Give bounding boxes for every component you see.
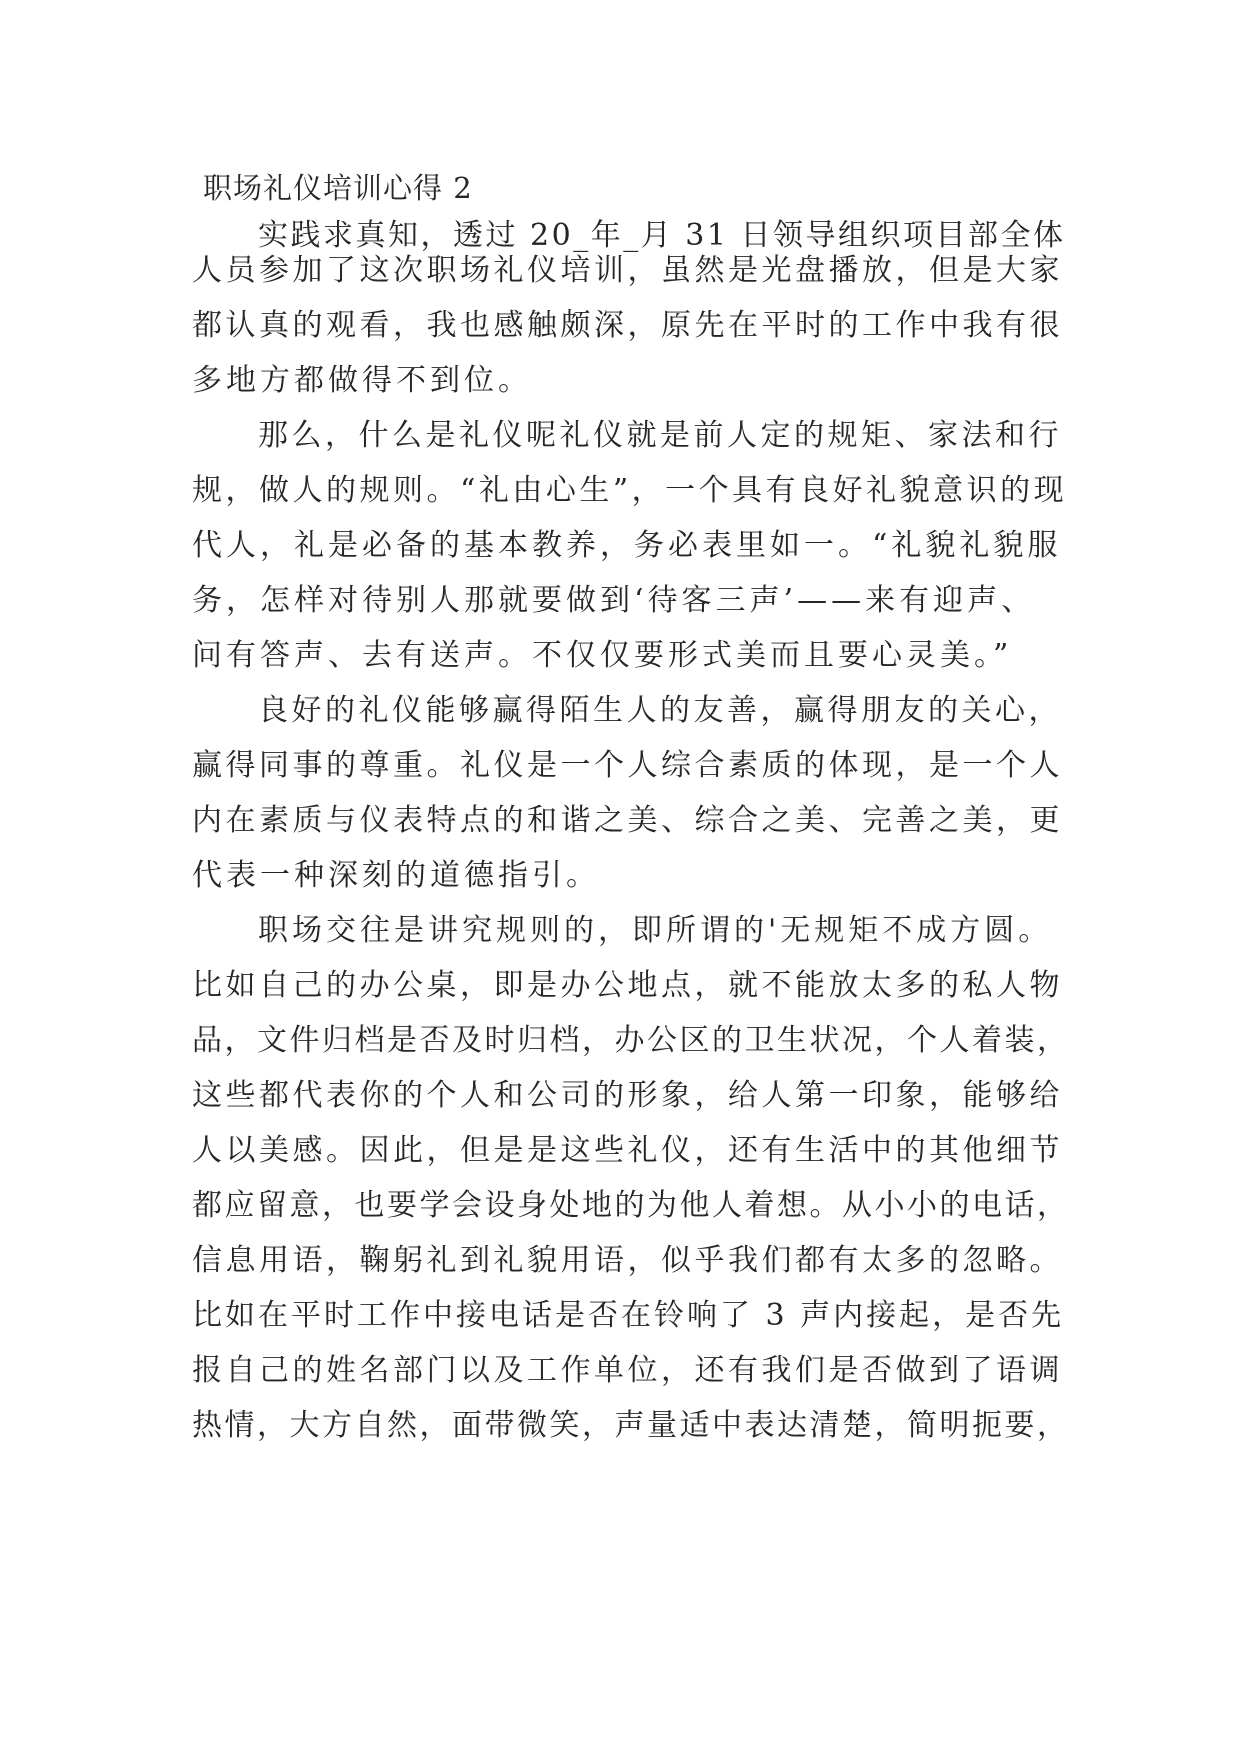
text-line: 报自己的姓名部门以及工作单位，还有我们是否做到了语调	[192, 1353, 1063, 1388]
text-line: 人以美感。因此，但是是这些礼仪，还有生活中的其他细节	[192, 1133, 1063, 1168]
text-line: 代表一种深刻的道德指引。	[192, 858, 600, 893]
text-line: 比如在平时工作中接电话是否在铃响了 3 声内接起，是否先	[192, 1298, 1065, 1333]
text-line: 都应留意，也要学会设身处地的为他人着想。从小小的电话，	[192, 1188, 1070, 1223]
text-line: 问有答声、去有送声。不仅仅要形式美而且要心灵美。”	[192, 638, 1013, 673]
text-line: 代人，礼是必备的基本教养，务必表里如一。“礼貌礼貌服	[192, 528, 1062, 563]
text-line: 这些都代表你的个人和公司的形象，给人第一印象，能够给	[192, 1078, 1063, 1113]
text-line: 务，怎样对待别人那就要做到‘待客三声’——来有迎声、	[192, 583, 1036, 618]
text-line: 比如自己的办公桌，即是办公地点，就不能放太多的私人物	[192, 968, 1063, 1003]
text-line: 都认真的观看，我也感触颇深，原先在平时的工作中我有很	[192, 308, 1063, 343]
document-title: 职场礼仪培训心得 2	[203, 171, 473, 205]
text-line: 职场交往是讲究规则的，即所谓的'无规矩不成方圆。	[258, 913, 1053, 948]
text-line: 那么，什么是礼仪呢礼仪就是前人定的规矩、家法和行	[258, 418, 1062, 453]
text-line: 良好的礼仪能够赢得陌生人的友善，赢得朋友的关心，	[258, 693, 1062, 728]
text-line: 内在素质与仪表特点的和谐之美、综合之美、完善之美，更	[192, 803, 1063, 838]
text-line: 品，文件归档是否及时归档，办公区的卫生状况，个人着装，	[192, 1023, 1070, 1058]
text-line: 热情，大方自然，面带微笑，声量适中表达清楚，简明扼要，	[192, 1408, 1070, 1443]
text-line: 赢得同事的尊重。礼仪是一个人综合素质的体现，是一个人	[192, 748, 1063, 783]
text-line: 信息用语，鞠躬礼到礼貌用语，似乎我们都有太多的忽略。	[192, 1243, 1063, 1278]
text-line: 实践求真知，透过 20_年_月 31 日领导组织项目部全体	[258, 218, 1066, 253]
text-line: 多地方都做得不到位。	[192, 363, 532, 398]
text-line: 规，做人的规则。“礼由心生”，一个具有良好礼貌意识的现	[192, 473, 1068, 508]
text-line: 人员参加了这次职场礼仪培训，虽然是光盘播放，但是大家	[192, 253, 1063, 288]
